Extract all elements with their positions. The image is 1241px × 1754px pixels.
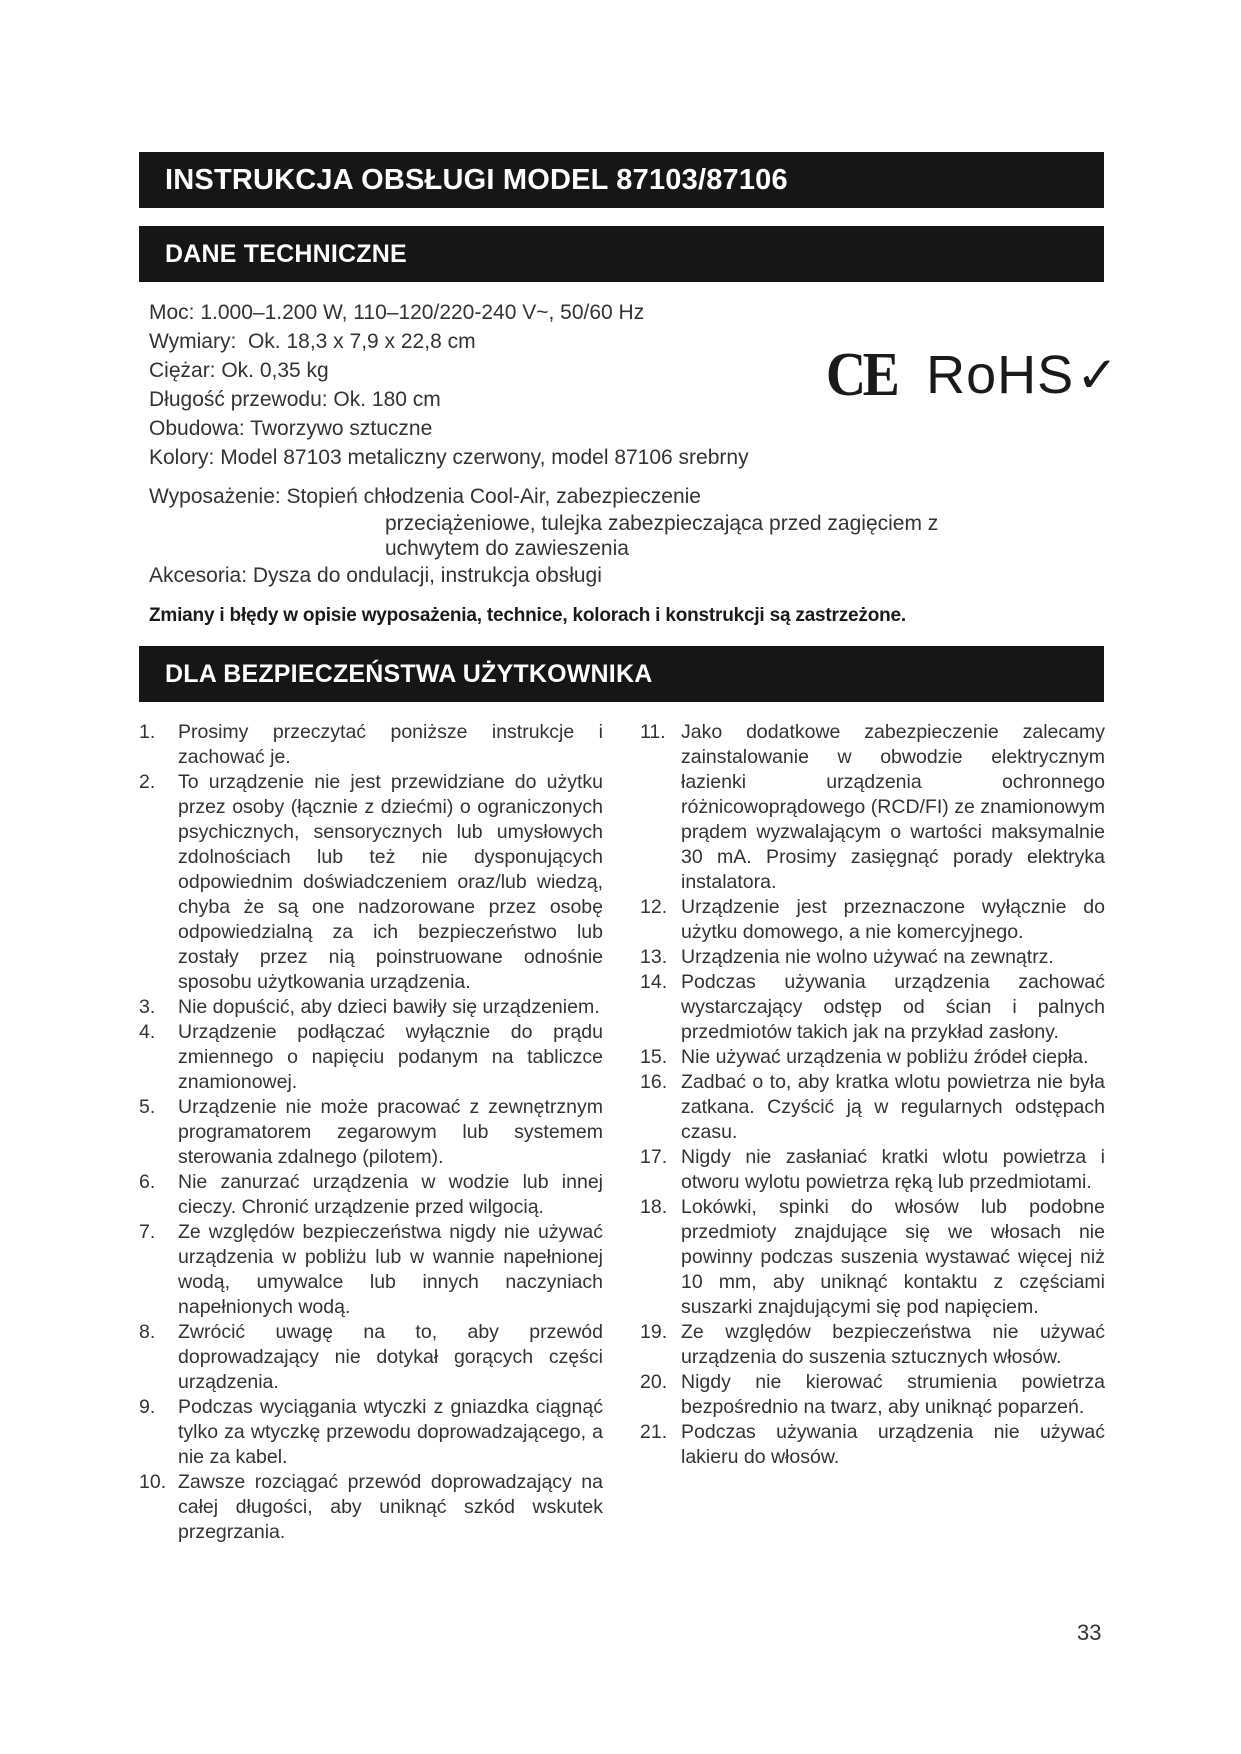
section-header-technical-data (139, 226, 1104, 282)
spec-equipment-cont-2: uchwytem do zawieszenia (385, 537, 629, 560)
list-item (139, 1320, 603, 1395)
spec-housing: Obudowa: Tworzywo sztuczne (149, 417, 433, 440)
item-text: Zadbać o to, aby kratka wlotu powietrza nie była zatkana. Czyścić ją w regularnych odstępach czasu. (681, 1071, 1105, 1143)
item-number: 18. (640, 1196, 668, 1218)
disclaimer-notice: Zmiany i błędy w opisie wyposażenia, technice, kolorach i konstrukcji są zastrzeżone. (149, 605, 906, 626)
technical-specs (149, 298, 938, 590)
spec-equipment-cont-1: przeciążeniowe, tulejka zabezpieczająca przed zagięciem z (385, 512, 939, 535)
item-number: 2. (139, 771, 156, 793)
item-number: 12. (640, 896, 668, 918)
item-number: 20. (640, 1371, 668, 1393)
item-number: 4. (139, 1021, 156, 1043)
item-number: 1. (139, 721, 156, 743)
spec-weight: Ciężar: Ok. 0,35 kg (149, 359, 329, 382)
item-text: Urządzenie podłączać wyłącznie do prądu zmiennego o napięciu podanym na tabliczce znamionowej. (178, 1021, 603, 1093)
item-number: 17. (640, 1146, 668, 1168)
list-item (139, 1470, 603, 1545)
manual-title: INSTRUKCJA OBSŁUGI MODEL 87103/87106 (165, 163, 788, 196)
ce-mark-icon: CE (825, 340, 897, 409)
item-text: Urządzenia nie wolno używać na zewnątrz. (681, 946, 1054, 968)
item-text: To urządzenie nie jest przewidziane do użytku przez osoby (łącznie z dziećmi) o ograniczonych psychicznych, sensorycznych lub umysłowych zdolnościach lub też nie dysponujących odpowiednim doświadczeniem oraz/lub wiedzą, chyba że są one nadzorowane przez osobę odpowiedzialną za ich bezpieczeństwo lub zostały przez nią poinstruowane odnośnie sposobu użytkowania urządzenia. (178, 771, 603, 993)
spec-accessories: Akcesoria: Dysza do ondulacji, instrukcja obsługi (149, 564, 602, 587)
item-text: Prosimy przeczytać poniższe instrukcje i zachować je. (178, 721, 603, 768)
list-item (640, 720, 1105, 895)
item-number: 21. (640, 1421, 668, 1443)
item-text: Podczas używania urządzenia zachować wystarczający odstęp od ścian i palnych przedmiotów takich jak na przykład zasłony. (681, 971, 1105, 1043)
item-number: 9. (139, 1396, 156, 1418)
section-header-user-safety (139, 646, 1104, 702)
item-text: Podczas używania urządzenia nie używać lakieru do włosów. (681, 1421, 1105, 1468)
item-number: 11. (640, 721, 666, 743)
item-text: Nigdy nie kierować strumienia powietrza bezpośrednio na twarz, aby uniknąć poparzeń. (681, 1371, 1105, 1418)
page-number: 33 (1077, 1620, 1102, 1645)
item-number: 8. (139, 1321, 156, 1343)
rohs-mark: RoHS (926, 345, 1075, 405)
manual-title-bar (139, 152, 1104, 208)
item-text: Nigdy nie zasłaniać kratki wlotu powietrza i otworu wylotu powietrza ręką lub przedmiotami. (681, 1146, 1105, 1193)
item-text: Podczas wyciągania wtyczki z gniazdka ciągnąć tylko za wtyczkę przewodu doprowadzającego, a nie za kabel. (178, 1396, 603, 1468)
item-number: 15. (640, 1046, 668, 1068)
item-number: 5. (139, 1096, 156, 1118)
item-text: Zawsze rozciągać przewód doprowadzający na całej długości, aby uniknąć szkód wskutek przegrzania. (178, 1471, 603, 1543)
section-title-safety: DLA BEZPIECZEŃSTWA UŻYTKOWNIKA (165, 659, 653, 688)
list-item (640, 1420, 1105, 1470)
list-item (139, 770, 603, 995)
checkmark-icon: ✓ (1076, 347, 1119, 403)
item-text: Urządzenie jest przeznaczone wyłącznie do użytku domowego, a nie komercyjnego. (681, 896, 1105, 943)
safety-list-left (139, 720, 603, 1545)
list-item (139, 1095, 603, 1170)
spec-equipment: Wyposażenie: Stopień chłodzenia Cool-Air, zabezpieczenie (149, 485, 701, 508)
list-item (139, 1395, 603, 1470)
section-title-technical: DANE TECHNICZNE (165, 239, 407, 268)
list-item (139, 720, 603, 770)
safety-list-right (640, 720, 1105, 1470)
item-number: 6. (139, 1171, 156, 1193)
item-text: Nie zanurzać urządzenia w wodzie lub innej cieczy. Chronić urządzenie przed wilgocią. (178, 1171, 603, 1218)
item-text: Ze względów bezpieczeństwa nigdy nie używać urządzenia w pobliżu lub w wannie napełnionej wodą, umywalce lub innych naczyniach napełnionych wodą. (178, 1221, 603, 1318)
spec-power: Moc: 1.000–1.200 W, 110–120/220-240 V~, 50/60 Hz (149, 301, 645, 324)
item-number: 14. (640, 971, 668, 993)
list-item (640, 1320, 1105, 1370)
item-text: Urządzenie nie może pracować z zewnętrznym programatorem zegarowym lub systemem sterowania zdalnego (pilotem). (178, 1096, 603, 1168)
item-text: Ze względów bezpieczeństwa nie używać urządzenia do suszenia sztucznych włosów. (681, 1321, 1105, 1368)
item-number: 3. (139, 996, 156, 1018)
item-text: Zwrócić uwagę na to, aby przewód doprowadzający nie dotykał gorących części urządzenia. (178, 1321, 603, 1393)
item-number: 13. (640, 946, 668, 968)
item-number: 19. (640, 1321, 668, 1343)
list-item (640, 945, 1105, 970)
list-item (640, 895, 1105, 945)
list-item (640, 1195, 1105, 1320)
list-item (640, 1370, 1105, 1420)
list-item (139, 1170, 603, 1220)
list-item (139, 995, 603, 1020)
item-text: Jako dodatkowe zabezpieczenie zalecamy zainstalowanie w obwodzie elektrycznym łazienki urządzenia ochronnego różnicowoprądowego (RCD/FI) ze znamionowym prądem wyzwalającym o wartości maksymalnie 30 mA. Prosimy zasięgnąć porady elektryka instalatora. (681, 721, 1105, 893)
list-item (640, 1070, 1105, 1145)
spec-cord-length: Długość przewodu: Ok. 180 cm (149, 388, 441, 411)
list-item (640, 1045, 1105, 1070)
list-item (139, 1020, 603, 1095)
item-text: Lokówki, spinki do włosów lub podobne przedmioty znajdujące się we włosach nie powinny podczas suszenia wystawać więcej niż 10 mm, aby uniknąć kontaktu z częściami suszarki znajdującymi się pod napięciem. (681, 1196, 1105, 1318)
item-number: 10. (139, 1471, 167, 1493)
list-item (640, 1145, 1105, 1195)
item-text: Nie używać urządzenia w pobliżu źródeł ciepła. (681, 1046, 1089, 1068)
certification-logos (822, 340, 1118, 410)
list-item (640, 970, 1105, 1045)
spec-colors: Kolory: Model 87103 metaliczny czerwony, model 87106 srebrny (149, 446, 749, 469)
spec-dimensions: Wymiary: Ok. 18,3 x 7,9 x 22,8 cm (149, 330, 476, 353)
item-text: Nie dopuścić, aby dzieci bawiły się urządzeniem. (178, 996, 600, 1018)
list-item (139, 1220, 603, 1320)
item-number: 7. (139, 1221, 156, 1243)
item-number: 16. (640, 1071, 668, 1093)
